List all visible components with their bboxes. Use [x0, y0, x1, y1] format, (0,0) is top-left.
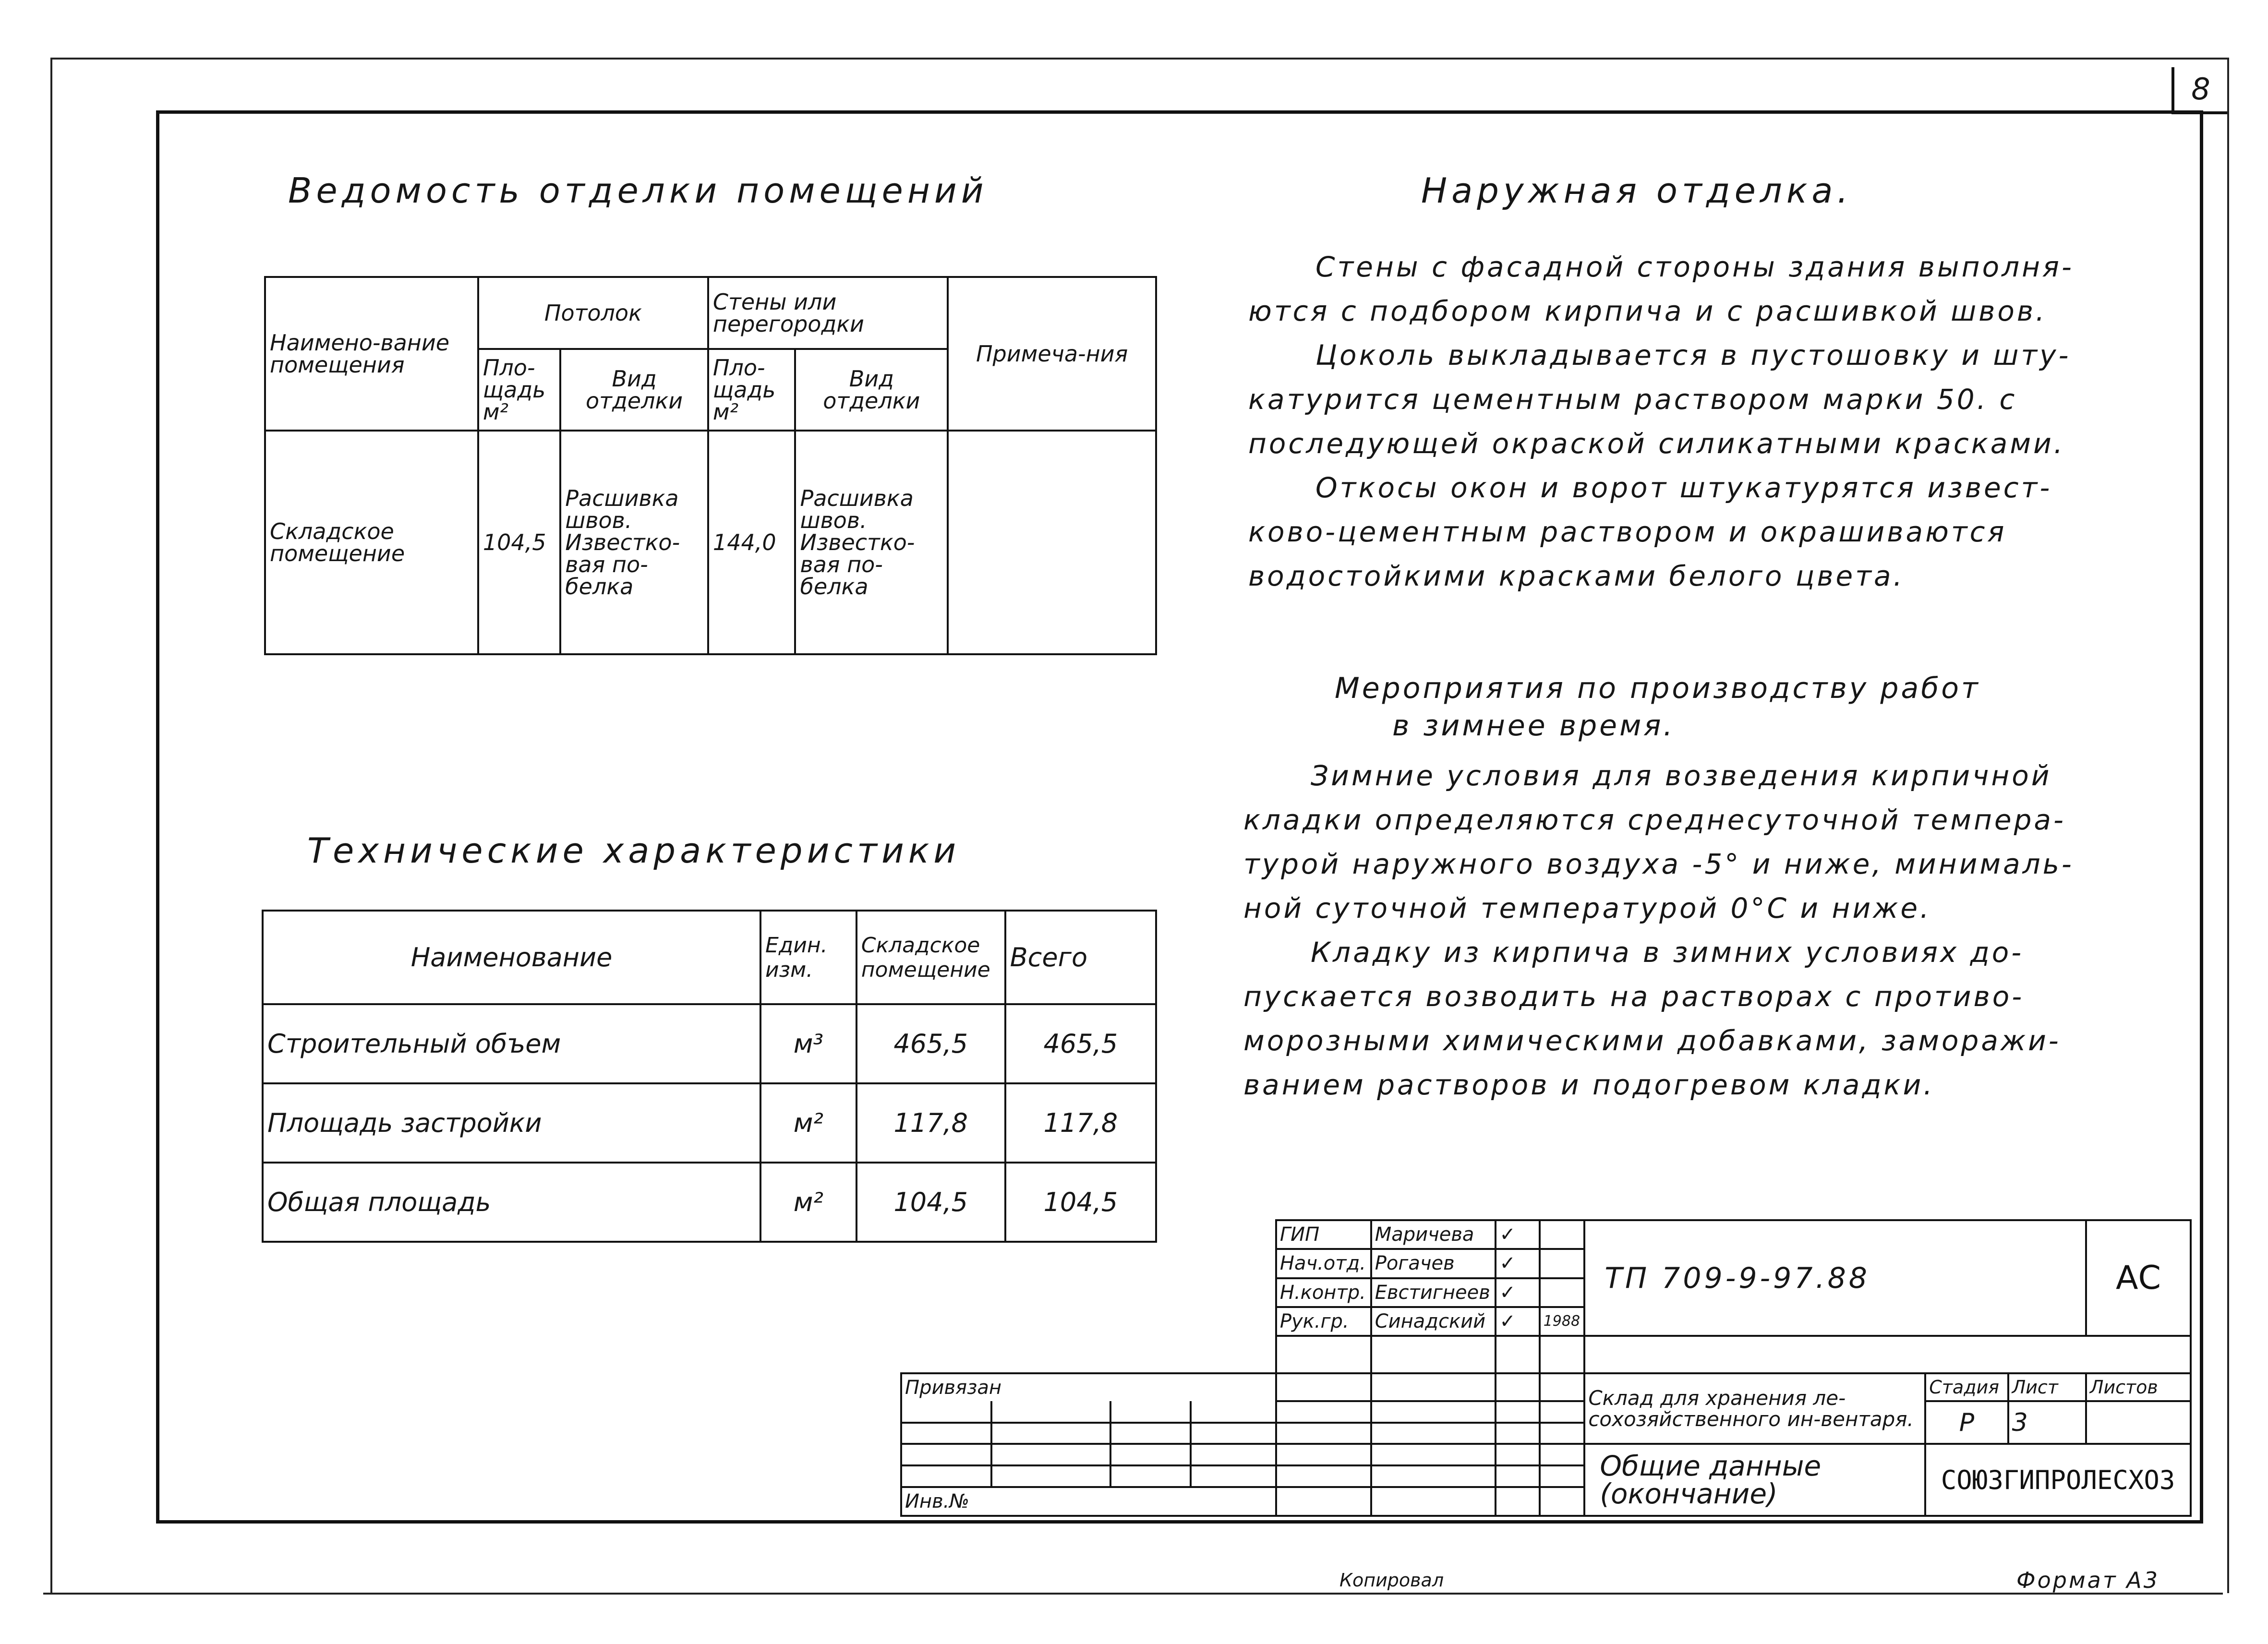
table-row [263, 1004, 1156, 1083]
row-ceiling-area: 104,5 [478, 431, 560, 654]
winter-line: ной суточной температурой 0°С и ниже. [1243, 892, 1931, 924]
inv-label: Инв.№ [901, 1487, 1276, 1516]
sheet-number: 8 [2171, 67, 2227, 114]
title-block [900, 1219, 2192, 1517]
stage-label: Стадия [1925, 1373, 2008, 1401]
winter-line: кладки определяются среднесуточной темпера- [1243, 804, 2066, 836]
staff-name: Синадский [1371, 1307, 1496, 1336]
tech-row-name: Площадь застройки [263, 1083, 760, 1163]
staff-role: Рук.гр. [1276, 1307, 1371, 1336]
tied-label: Привязан [901, 1373, 1276, 1401]
format-label: Формат А3 [2016, 1567, 2159, 1593]
tech-row-name: Строительный объем [263, 1004, 760, 1083]
organization: СОЮЗГИПРОЛЕСХОЗ [1925, 1444, 2191, 1516]
exterior-line: катурится цементным раствором марки 50. с [1248, 383, 2017, 416]
stamp-year: 1988 [1540, 1307, 1585, 1336]
tech-title: Технические характеристики [307, 830, 961, 871]
row-room-name: Складское помещение [265, 431, 478, 654]
winter-line: ванием растворов и подогревом кладки. [1243, 1068, 1935, 1101]
winter-line: Кладку из кирпича в зимних условиях до- [1311, 936, 2024, 969]
header-walls: Стены или перегородки [708, 277, 948, 349]
doc-code: ТП 709-9-97.88 [1584, 1220, 2086, 1336]
exterior-line: ются с подбором кирпича и с расшивкой швов. [1248, 295, 2047, 327]
header-ceiling: Потолок [478, 277, 708, 349]
row-ceiling-finish: Расшивка швов. Известко-вая по-белка [560, 431, 708, 654]
tech-row-total: 465,5 [1005, 1004, 1156, 1083]
header-ceiling-area: Пло-щадь м² [478, 349, 560, 431]
exterior-line: последующей окраской силикатными красками. [1248, 427, 2065, 460]
signature: ✓ [1496, 1307, 1539, 1336]
staff-role: ГИП [1276, 1220, 1371, 1249]
signature: ✓ [1496, 1249, 1539, 1278]
tech-header-total: Всего [1005, 911, 1156, 1004]
staff-name: Рогачев [1371, 1249, 1496, 1278]
winter-text [1243, 754, 2074, 1107]
header-ceiling-finish: Вид отделки [560, 349, 708, 431]
table-row [263, 1083, 1156, 1163]
tech-row-unit: м² [760, 1163, 857, 1242]
tech-row-warehouse: 117,8 [857, 1083, 1005, 1163]
tech-row-warehouse: 104,5 [857, 1163, 1005, 1242]
winter-title-line: Мероприятия по производству работ [1335, 672, 1980, 705]
stage-value: Р [1925, 1401, 2008, 1444]
winter-title-line: в зимнее время. [1392, 709, 1675, 743]
tech-row-total: 104,5 [1005, 1163, 1156, 1242]
tech-row-name: Общая площадь [263, 1163, 760, 1242]
header-walls-finish: Вид отделки [795, 349, 948, 431]
exterior-line: Цоколь выкладывается в пустошовку и шту- [1315, 339, 2071, 372]
staff-role: Н.контр. [1276, 1278, 1371, 1307]
tech-row-total: 117,8 [1005, 1083, 1156, 1163]
sheet-value: 3 [2008, 1401, 2086, 1444]
bottom-border [43, 1593, 2223, 1595]
staff-role: Нач.отд. [1276, 1249, 1371, 1278]
tech-table [262, 910, 1157, 1243]
drawing-title: Общие данные (окончание) [1584, 1444, 1925, 1516]
header-room-name: Наимено-вание помещения [265, 277, 478, 431]
tech-header-name: Наименование [263, 911, 760, 1004]
header-walls-area: Пло-щадь м² [708, 349, 796, 431]
tech-row-unit: м³ [760, 1004, 857, 1083]
header-note: Примеча-ния [948, 277, 1156, 431]
finish-schedule-title: Ведомость отделки помещений [288, 170, 988, 211]
exterior-title: Наружная отделка. [1421, 170, 1853, 211]
doc-mark: АС [2086, 1220, 2191, 1336]
tech-header-warehouse: Складское помещение [857, 911, 1005, 1004]
exterior-line: Стены с фасадной стороны здания выполня- [1315, 251, 2074, 283]
object-title: Склад для хранения ле-сохозяйственного ин-вентаря. [1584, 1373, 1925, 1444]
tech-header-unit: Един. изм. [760, 911, 857, 1004]
exterior-text [1248, 245, 2074, 598]
tech-row-warehouse: 465,5 [857, 1004, 1005, 1083]
sheets-label: Листов [2086, 1373, 2191, 1401]
tech-row-unit: м² [760, 1083, 857, 1163]
row-walls-area: 144,0 [708, 431, 796, 654]
winter-line: морозными химическими добавками, заморажи- [1243, 1024, 2061, 1057]
sheet-label: Лист [2008, 1373, 2086, 1401]
exterior-line: ково-цементным раствором и окрашиваются [1248, 516, 2007, 548]
winter-line: Зимние условия для возведения кирпичной [1311, 759, 2052, 792]
signature: ✓ [1496, 1278, 1539, 1307]
exterior-line: водостойкими красками белого цвета. [1248, 560, 1905, 592]
staff-name: Евстигнеев [1371, 1278, 1496, 1307]
winter-title [1335, 670, 1980, 744]
signature: ✓ [1496, 1220, 1539, 1249]
winter-line: турой наружного воздуха -5° и ниже, минималь- [1243, 848, 2074, 880]
row-walls-finish: Расшивка швов. Известко-вая по-белка [795, 431, 948, 654]
winter-line: пускается возводить на растворах с противо- [1243, 980, 2025, 1013]
finish-schedule-table [264, 276, 1157, 655]
copied-by: Копировал [1339, 1570, 1444, 1591]
sheets-value [2086, 1401, 2191, 1444]
staff-name: Маричева [1371, 1220, 1496, 1249]
exterior-line: Откосы окон и ворот штукатурятся извест- [1315, 471, 2052, 504]
row-note [948, 431, 1156, 654]
